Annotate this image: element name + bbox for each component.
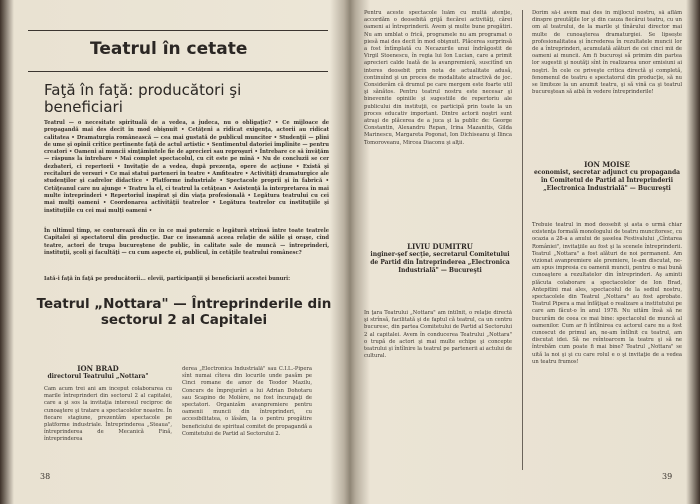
right-column-2b: Trebuie teatrul în mod deosebit şi asta o urmă chiar existenţa formală monologului de teatru muncitoresc, cu ocazia a 28-a a anului de şaselea Festivalului „Cîntarea României", invitaţiile au fost şi la scenele întreprinderii. Teatrul „Nottara" a fost alături de noi permanent. Am vizionat avanpremiere ale premiere, le-am discutat, ne-am spus impresia cu oamenii muncii, pentru o mai bună cunoaştere a rezultatelor din întreprinderi. Aş aminti plăcuta colaborare a spectacolelor de Ion Brad, Antepitini mai ales, spectacolul de la sediul nostru, spectacolele din Teatrul „Nottara" au fost aprobate. Teatrul Pipera a mai înfăţişat o realizare a institutului pe care am făcut-o în anul 1978. Nu uităm însă să ne bucurăm de ceea ce mai bine: spectacolul de muncă al oamenilor. Cum ar fi întîlnirea cu actorul care nu a fost cunoscut de primul an, ne-am întîlnit cu teatrul, am discutat idei. Să ne reîntoarcem la teatru şi să ne întrebăm cum poate fi mai bine? Teatrul „Nottara" se uită la noi şi şi cu care rolul e o şi invitaţie de a vedea un teatru frumos! (532, 222, 682, 365)
page-number-left: 38 (40, 472, 51, 481)
subheadline: Teatrul „Nottara" — Întreprinderile din sectorul 2 al Capitalei (36, 296, 332, 328)
intro-paragraph: În ultimul timp, se conturează din ce în ce mai puternic o legătură strînsă între toate teatrele Capitalei şi spectatorul din producţie. Dar ce înseamnă aceea relaţie de sălile şi oraşe, cînd teatre, actori de trupa bucureştene de public, în calitate sale de muncă — întreprinderi, instituţii, şcoli şi facultăţi — cu cum aspecte ei, publicul, în cetăţile teatrului românesc? (44, 228, 329, 256)
section-header (28, 30, 328, 72)
left-page (18, 10, 336, 495)
person-name: ION BRAD (77, 364, 119, 373)
person-role: economist, secretar adjunct cu propaganda în Comitetul de Partid al Întreprinderii „Electronica Industrială" — Bucureşti (533, 169, 681, 192)
person-name: ION MOISE (584, 160, 630, 169)
section-header-title: Teatrul în cetate (90, 39, 248, 59)
person-role: inginer-şef secţie, secretarul Comitetului de Partid din Întreprinderea „Electronica Industrială" — Bucureşti (370, 251, 510, 274)
invite-paragraph: Iată-i faţă în faţă pe producătorii... elevii, participanţii şi beneficiarii acestei bunuri: (44, 276, 291, 282)
left-column-1: Cam acum trei ani am început colaborarea cu marile întreprinderi din sectorul 2 al capitalei, care a şi sos la invitaţia interesul reciproc de cunoaştere şi tratare a spectacolelor noastre. În fiecare stagiune, prezentăm spectacole pe platforme industriale. Întreprinderea „Steaua", întreprinderea de Mecanică Fină, întreprinderea (44, 386, 172, 443)
right-column-1b: În ţara Teatrului „Nottara" am întîlnit, o relaţie directă şi strînsă, facilitată şi de faptul că teatrul, ca un centru bucuresc, din partea Comitetului de Partid al Sectorului 2 al capitalei. Avem în conducerea Teatrului „Nottara" o trupă de actori şi mai multe echipe şi concepte teatrului şi întîlnire la teatrul pe partenerii ai actului de cultural. (364, 310, 512, 360)
page-number-right: 39 (662, 472, 673, 481)
ion-moise-byline (532, 160, 682, 193)
right-column-1: Pentru aceste spectacole luăm cu multă atenţie, accordăm o deosebită grijă fiecărei activităţi, cărei oameni ai întreprinderii. Avem şi multe bune pregătiri. Nu am umblat o frică, programele nu am programat o piesă mai des decit în mod obişnuit. Plăcerea surprinsă a fost întîmplată cu Necazurile unui îndrăgostit de Virgil Stoenescu, în regia lui Ion Lucian, care a primit aprecieri calde luată de la avanpremieră, suscitînd un interes deosebit prin nota de actualitate adusă, continuînd şi un proces de modalitate atractivă de joc. Considerăm că drumul pe care mergem este foarte util şi sănătos. Pentru teatrul nostru este necesar şi binevenite opiniile şi sugestiile de repertoriu ale publicului din instituţii, ce participă prin toate la un proces educativ important. Dintre actorii noştri sunt atraşi de plăcerea de a juca şi la public de: George Constantin, Alexandru Repan, Irina Mazanitis, Gilda Marinescu, Margareta Pogonat, Ion Dichiseanu şi Ilinca Tomoroveanu, Mircea Diaconu şi alţii. (364, 10, 512, 146)
article-title: Faţă în faţă: producători şi beneficiari (44, 81, 242, 116)
left-column-2: derea „Electronica Industrială" sau C.I.L.-Pipera sînt numai cîteva din locurile unde pasăm pe Cinci romane de amor de Teodor Mazilu, Concurs de împrejurări a lui Adrian Dohotaru sau Scapino de Molière, ne fost încurajaţi de spectatori. Organizăm avanpremiere pentru oamenii muncii din întreprinderi, cu accesibilitatea, o lăsăm, la o pentru pregătire beneficiului de spiritual comitet de propagandă a Comitetului de Partid al Sectorului 2. (182, 366, 312, 437)
person-name: LIVIU DUMITRU (407, 242, 473, 251)
ion-brad-byline (28, 364, 168, 381)
person-role: directorul Teatrului „Nottara" (47, 373, 149, 380)
right-column-2: Dorim să-i avem mai des în mijlocul nostru, să aflăm dinspre greutăţile lor şi din cauza fiecărui teatru, cu un om al teatrului, de la marile şi tînărului director mai multe de cunoaşterea dramaturgiei. Se lipsește profesionalitatea și încrederea în rezultatele muncii lor de a întreprinderi, acumulată alături de cei cinci mii de oameni ai muncii. Am fi bucuroşi să primim din partea lor sugestii şi noutăţi sînt în realizarea unor emisiuni ai noştri. În cele ce priveşte critica directă şi completă, fenomenul de teatru e spectatorul din producţie, să nu se limiteze la un anumit teatru, şi să vină ca şi teatrul bucureştean să aibă în vedere întreprinderile! (532, 10, 682, 96)
bullet-summary: Teatrul — o necesitate spirituală de a vedea, a judeca, nu o obligaţie? • Ce mijloace de propagandă mai des decit în mod obişnuit • Cetăţeni a ridicat exigenţa, actorii au ridicat calitatea • Dramaturgia românească — cea mai gustată de publicul muncitor • Studenţii — plini de ume şi opinii critice pertinente faţă de actul artistic • Sentimentul datoriei împlinite — pentru creatori • Oameni ai muncii simţămintele fie de aprecieri sau reproşuri • Întrebare ce să învăţăm — răspuns la întrebare • Mai complet spectacolul, cu cit este pe mînă • Nu de concluzii se cer dezbateri, ci repertorii • Invitaţie de a vedea, după prezenţa, opere de acţiune • Există şi recitaluri de versuri • Ce mai statui parteneri în teatre • Amfiteatre • Activităţi dramaturgice ale studenţilor şi cadrelor didactice • Platforme industriale • Spectacole proprii şi în fabrică • Cetăţeanul care nu ajunge • Teatru la el, ci teatrul la cetăţean • Asistenţă la interpretarea în mai multe întreprinderi • Repertoriul inspirat şi din viaţa profesională • Legătura teatrului cu cei mai mulţi oameni • Coordonarea activităţii teatrelor • Legătura teatrelor cu instituţiile şi instituţiile cu cei mai mulţi oameni • (44, 120, 329, 214)
liviu-dumitru-byline (366, 242, 514, 275)
right-page (362, 10, 688, 495)
column-divider (522, 10, 523, 470)
